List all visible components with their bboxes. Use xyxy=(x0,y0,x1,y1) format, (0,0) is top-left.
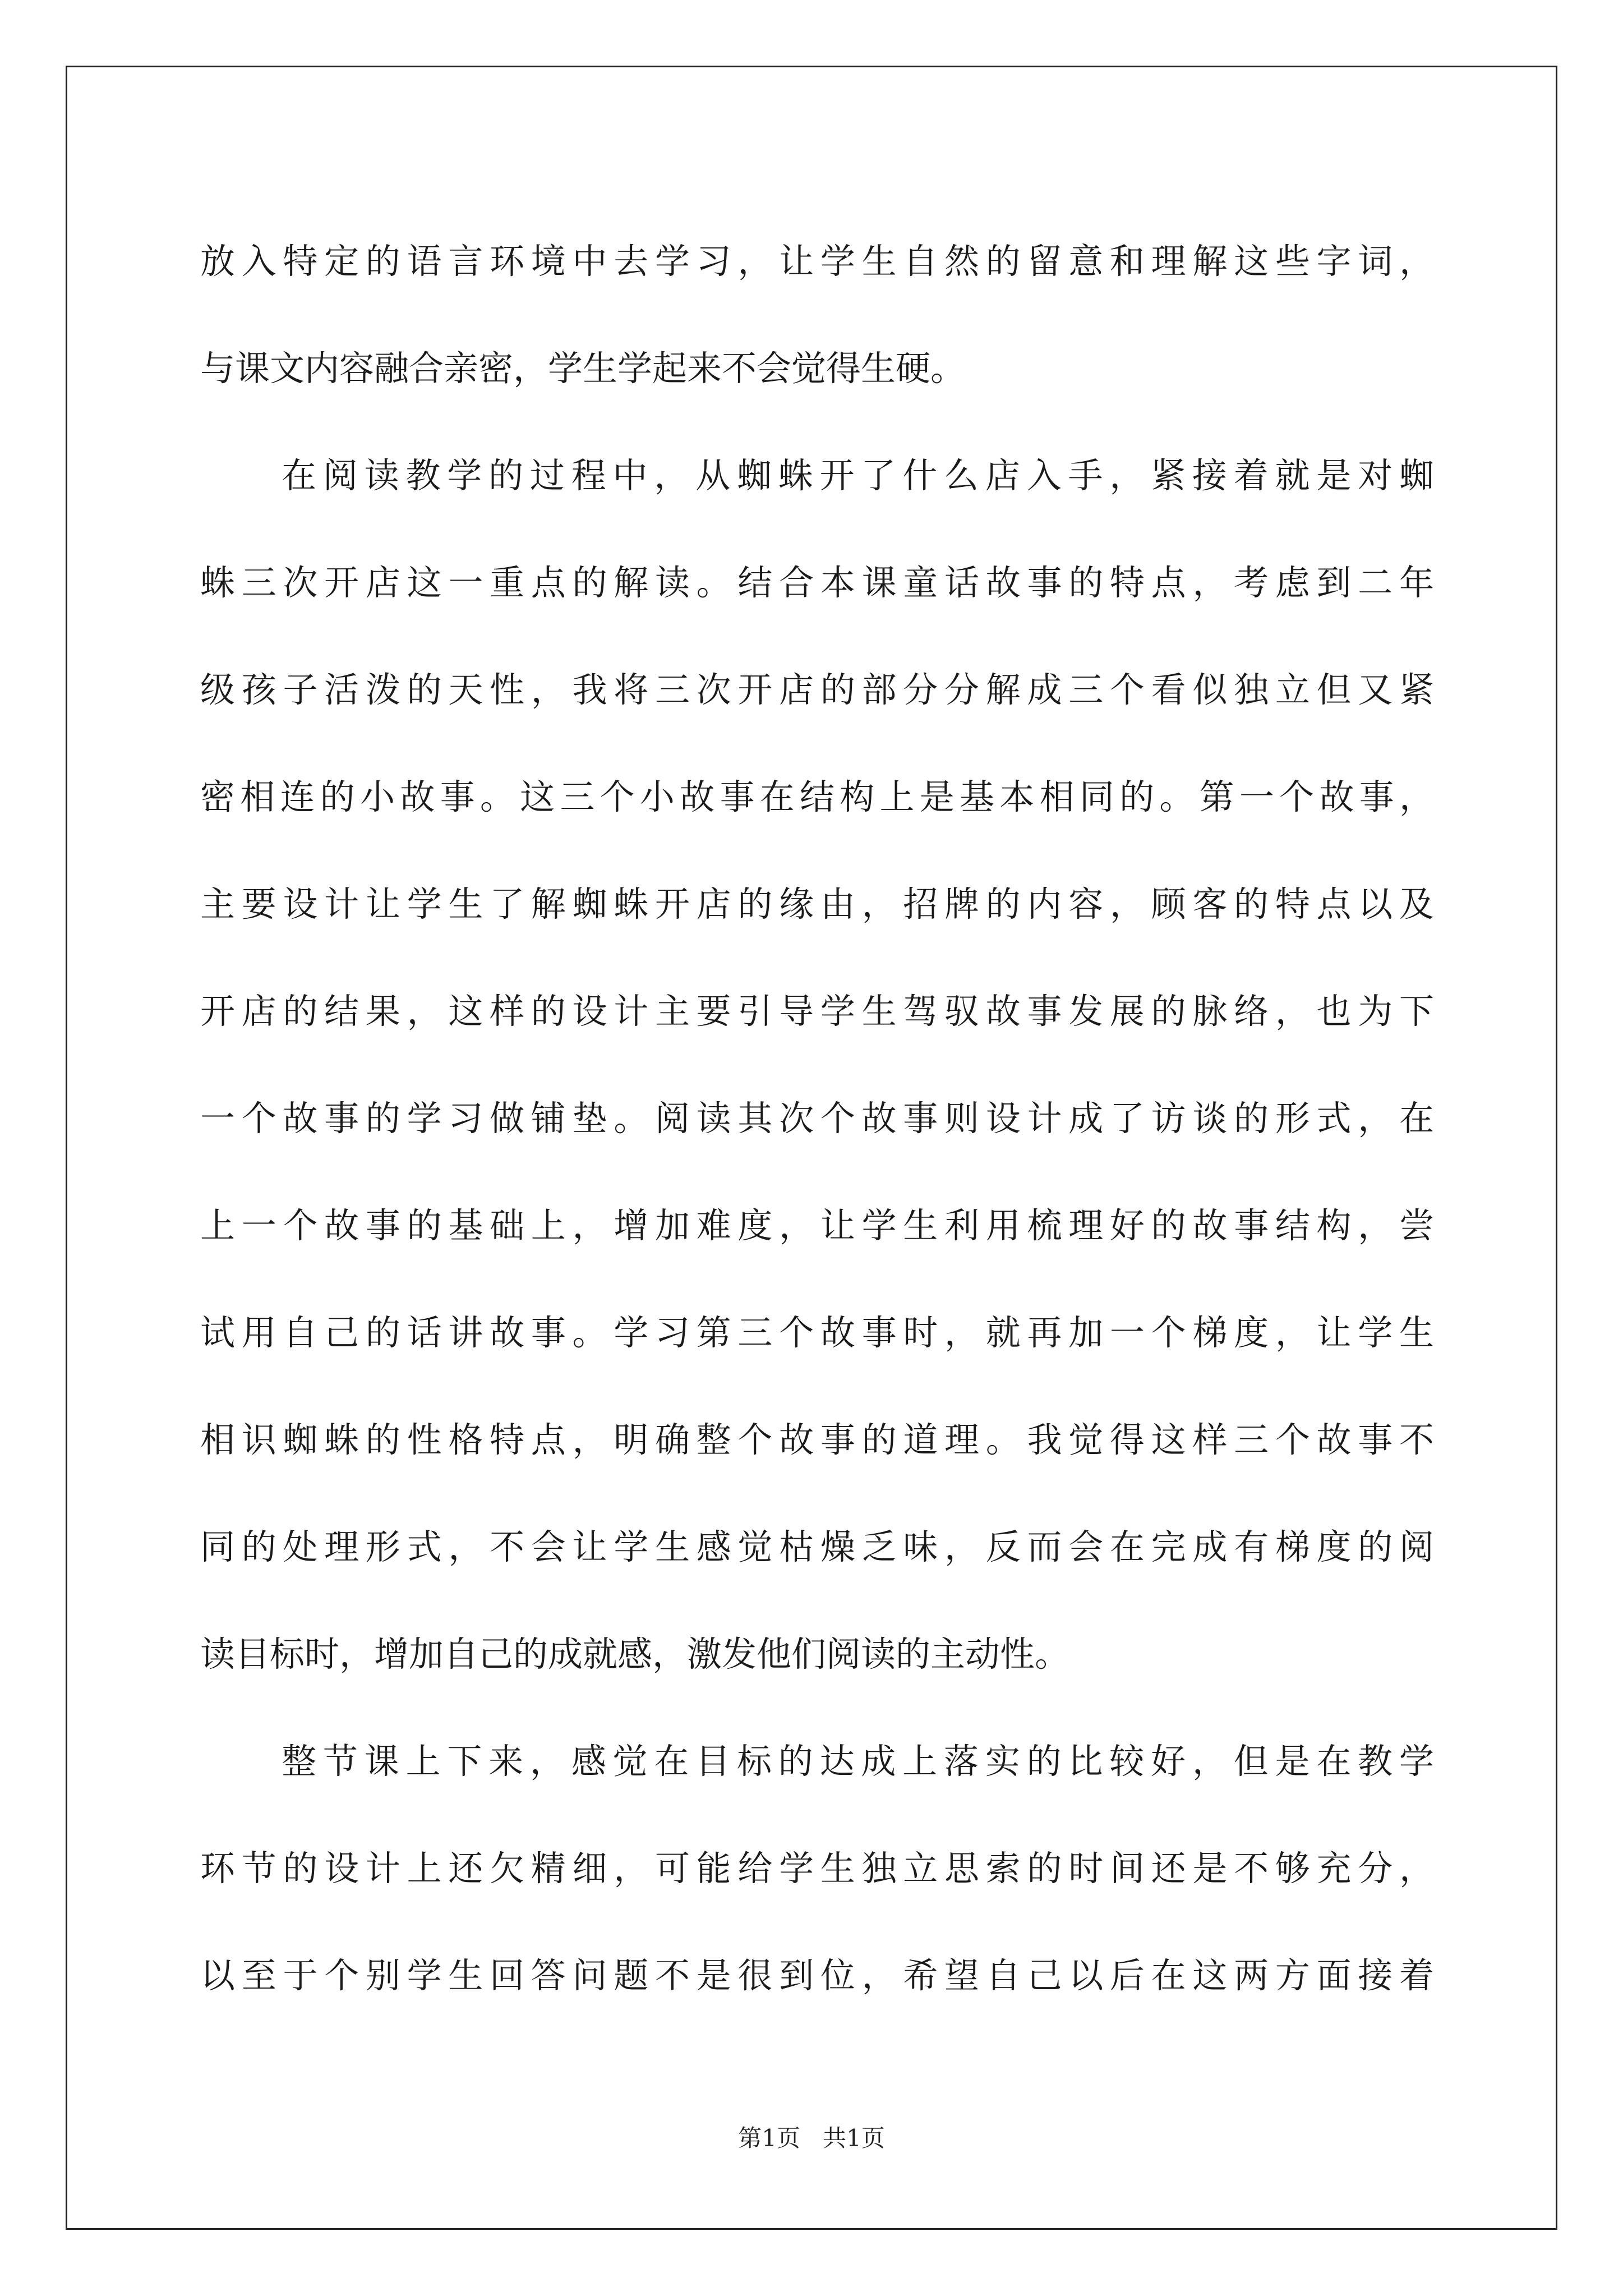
text-line-4: 蛛三次开店这一重点的解读。结合本课童话故事的特点，考虑到二年 xyxy=(200,562,1434,603)
text-line-7: 主要设计让学生了解蜘蛛开店的缘由，招牌的内容，顾客的特点以及 xyxy=(200,884,1434,924)
text-line-8: 开店的结果，这样的设计主要引导学生驾驭故事发展的脉络，也为下 xyxy=(200,991,1434,1032)
text-line-9: 一个故事的学习做铺垫。阅读其次个故事则设计成了访谈的形式，在 xyxy=(200,1098,1434,1139)
text-line-17: 以至于个别学生回答问题不是很到位，希望自己以后在这两方面接着 xyxy=(200,1955,1434,1996)
text-line-6: 密相连的小故事。这三个小故事在结构上是基本相同的。第一个故事， xyxy=(200,776,1434,817)
text-line-3: 在阅读教学的过程中，从蜘蛛开了什么店入手，紧接着就是对蜘 xyxy=(282,455,1434,496)
text-line-1: 放入特定的语言环境中去学习，让学生自然的留意和理解这些字词， xyxy=(200,241,1434,282)
text-line-13: 同的处理形式，不会让学生感觉枯燥乏味，反而会在完成有梯度的阅 xyxy=(200,1526,1434,1567)
page-footer: 第1页 共1页 xyxy=(738,2124,885,2152)
text-line-14: 读目标时，增加自己的成就感，激发他们阅读的主动性。 xyxy=(200,1634,1070,1674)
text-line-15: 整节课上下来，感觉在目标的达成上落实的比较好，但是在教学 xyxy=(282,1741,1434,1782)
text-line-2: 与课文内容融合亲密，学生学起来不会觉得生硬。 xyxy=(200,348,966,389)
text-line-10: 上一个故事的基础上，增加难度，让学生利用梳理好的故事结构，尝 xyxy=(200,1205,1434,1246)
text-line-16: 环节的设计上还欠精细，可能给学生独立思索的时间还是不够充分， xyxy=(200,1848,1434,1889)
text-line-12: 相识蜘蛛的性格特点，明确整个故事的道理。我觉得这样三个故事不 xyxy=(200,1419,1434,1460)
text-line-5: 级孩子活泼的天性，我将三次开店的部分分解成三个看似独立但又紧 xyxy=(200,669,1434,710)
text-line-11: 试用自己的话讲故事。学习第三个故事时，就再加一个梯度，让学生 xyxy=(200,1312,1434,1353)
document-body xyxy=(200,208,1434,2029)
